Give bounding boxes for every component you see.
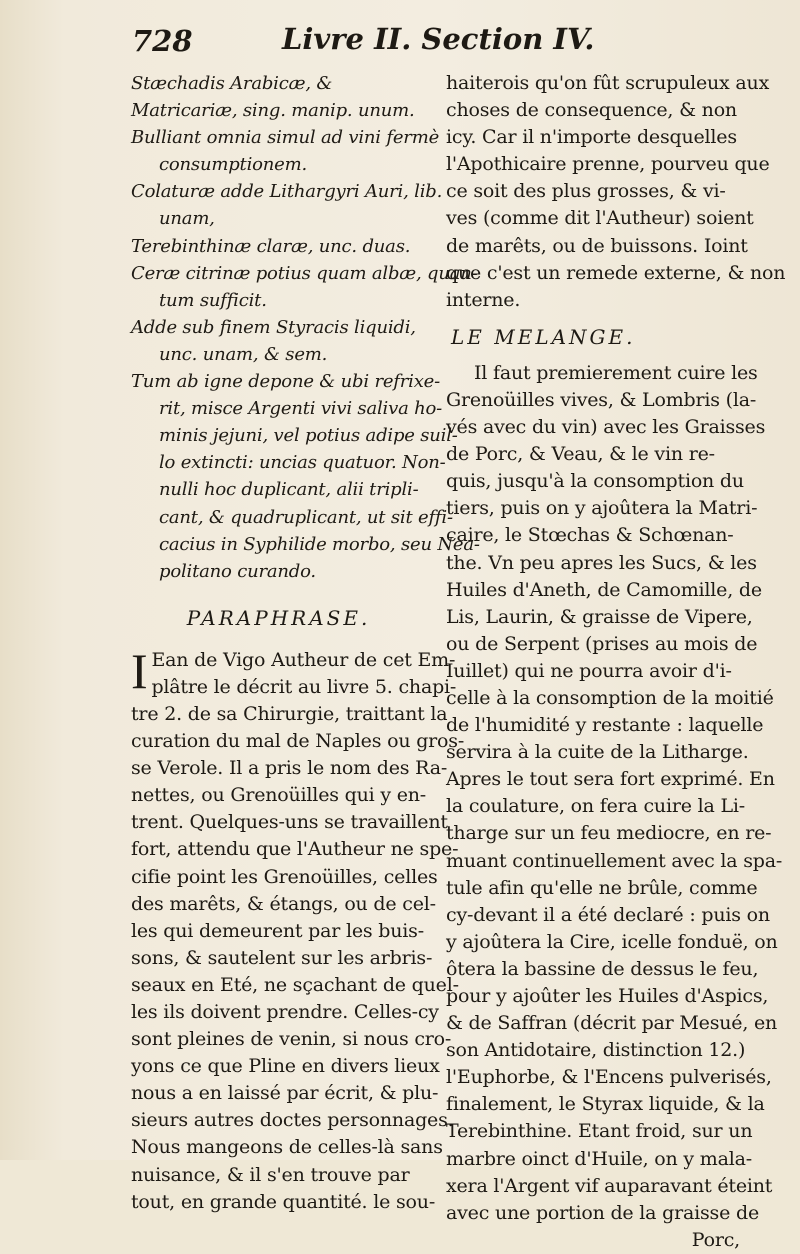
paraphrase-line: yons ce que Pline en divers lieux <box>131 1055 440 1078</box>
melange-line: l'Euphorbe, & l'Encens pulverisés, <box>446 1066 772 1089</box>
paraphrase-line: tout, en grande quantité. le sou- <box>131 1190 436 1213</box>
text-line: de marêts, ou de buissons. Ioint <box>446 234 748 257</box>
melange-line: Il faut premierement cuire les <box>474 361 758 384</box>
text-line: haiterois qu'on fût scrupuleux aux <box>446 72 770 94</box>
right-column <box>446 70 786 1254</box>
paraphrase-line: nuisance, & il s'en trouve par <box>131 1163 410 1186</box>
paraphrase-line: Nous mangeons de celles-là sans <box>131 1136 443 1159</box>
melange-line: ôtera la bassine de dessus le feu, <box>446 957 759 980</box>
melange-line: Huiles d'Aneth, de Camomille, de <box>446 578 762 601</box>
paraphrase-text <box>131 642 465 1216</box>
melange-line: tiers, puis on y ajoûtera la Matri- <box>446 497 758 520</box>
latin-line: tum sufficit. <box>159 289 267 311</box>
paraphrase-line: tre 2. de sa Chirurgie, traittant la <box>131 702 448 725</box>
paraphrase-line: cifie point les Grenoüilles, celles <box>131 865 438 888</box>
melange-line: finalement, le Styrax liquide, & la <box>446 1093 765 1116</box>
text-line: interne. <box>446 288 521 311</box>
paraphrase-line: nous a en laissé par écrit, & plu- <box>131 1082 439 1105</box>
latin-line: Tum ab igne depone & ubi refrixe- <box>131 371 441 393</box>
text-line: choses de consequence, & non <box>446 99 737 122</box>
page-number: 728 <box>132 24 193 58</box>
melange-line: la coulature, on fera cuire la Li- <box>446 795 745 818</box>
melange-line: tharge sur un feu mediocre, en re- <box>446 822 772 845</box>
paraphrase-line: sons, & sautelent sur les arbris- <box>131 946 433 969</box>
continued-paragraph <box>446 70 786 314</box>
drop-cap: I <box>131 642 148 699</box>
melange-text <box>446 360 783 1227</box>
melange-line: quis, jusqu'à la consomption du <box>446 470 744 493</box>
melange-line: tule afin qu'elle ne brûle, comme <box>446 876 758 899</box>
latin-line: nulli hoc duplicant, alii tripli- <box>159 479 419 501</box>
paraphrase-line: sont pleines de venin, si nous cro- <box>131 1028 452 1051</box>
paraphrase-line: sieurs autres doctes personnages. <box>131 1109 454 1132</box>
latin-line: consumptionem. <box>159 154 307 176</box>
latin-line: rit, misce Argenti vivi saliva ho- <box>159 398 443 420</box>
paraphrase-line: les qui demeurent par les buis- <box>131 919 424 942</box>
text-line: icy. Car il n'importe desquelles <box>446 126 737 149</box>
melange-line: avec une portion de la graisse de <box>446 1201 759 1224</box>
latin-line: unc. unam, & sem. <box>159 343 328 365</box>
melange-line: the. Vn peu apres les Sucs, & les <box>446 551 757 574</box>
melange-line: pour y ajoûter les Huiles d'Aspics, <box>446 985 769 1007</box>
catchword: Porc, <box>691 1228 740 1251</box>
melange-line: muant continuellement avec la spa- <box>446 849 783 872</box>
melange-heading: LE MELANGE. <box>451 324 636 349</box>
paraphrase-line: nettes, ou Grenoüilles qui y en- <box>131 784 427 807</box>
latin-line: unam, <box>159 208 215 230</box>
latin-line: lo extincti: uncias quatuor. Non- <box>159 452 446 474</box>
latin-line: Colaturæ adde Lithargyri Auri, lib. <box>131 181 443 203</box>
melange-line: son Antidotaire, distinction 12.) <box>446 1039 746 1062</box>
paraphrase-line: plâtre le décrit au livre 5. chapi- <box>151 675 457 698</box>
paraphrase-line: trent. Quelques-uns se travaillent <box>131 811 448 834</box>
melange-line: Terebinthine. Etant froid, sur un <box>446 1120 753 1143</box>
latin-line: cacius in Syphilide morbo, seu Nea- <box>159 533 480 555</box>
melange-line: de Porc, & Veau, & le vin re- <box>446 443 715 466</box>
page-header <box>132 22 692 66</box>
melange-line: caire, le Stœchas & Schœnan- <box>446 524 734 547</box>
paraphrase-line: les ils doivent prendre. Celles-cy <box>131 1001 439 1023</box>
text-line: ce soit des plus grosses, & vi- <box>446 180 726 203</box>
latin-line: politano curando. <box>159 560 316 582</box>
paraphrase-line: fort, attendu que l'Autheur ne spe- <box>131 838 459 861</box>
text-line: que c'est un remede externe, & non <box>446 261 786 284</box>
latin-line: Matricariæ, sing. manip. unum. <box>131 100 415 122</box>
paraphrase-line: seaux en Eté, ne sçachant de quel- <box>131 973 459 996</box>
running-title: Livre II. Section IV. <box>282 22 595 56</box>
melange-line: de l'humidité y restante : laquelle <box>446 714 764 737</box>
paraphrase-line: Ean de Vigo Autheur de cet Em- <box>151 648 456 671</box>
paraphrase-line: se Verole. Il a pris le nom des Ra- <box>131 757 448 780</box>
melange-line: Apres le tout sera fort exprimé. En <box>446 768 775 791</box>
text-line: l'Apothicaire prenne, pourveu que <box>446 153 770 176</box>
paraphrase-line: des marêts, & étangs, ou de cel- <box>131 892 436 915</box>
paraphrase-line: curation du mal de Naples ou gros- <box>131 730 465 753</box>
latin-line: Bulliant omnia simul ad vini fermè <box>131 127 440 149</box>
melange-line: cy-devant il a été declaré : puis on <box>446 903 770 926</box>
latin-line: Ceræ citrinæ potius quam albæ, quan- <box>131 262 478 284</box>
latin-line: Terebinthinæ claræ, unc. duas. <box>131 235 411 257</box>
melange-line: vés avec du vin) avec les Graisses <box>446 416 766 439</box>
melange-line: Grenoüilles vives, & Lombris (la- <box>446 388 757 411</box>
melange-line: ou de Serpent (prises au mois de <box>446 632 758 655</box>
latin-line: minis jejuni, vel potius adipe suil- <box>159 425 458 447</box>
latin-recipe <box>131 70 480 585</box>
melange-line: celle à la consomption de la moitié <box>446 686 774 709</box>
text-line: ves (comme dit l'Autheur) soient <box>446 207 754 230</box>
melange-line: servira à la cuite de la Litharge. <box>446 741 749 764</box>
melange-line: xera l'Argent vif auparavant éteint <box>446 1174 773 1197</box>
paraphrase-heading: PARAPHRASE. <box>186 605 371 630</box>
latin-line: Adde sub finem Styracis liquidi, <box>131 316 416 338</box>
latin-line: Stæchadis Arabicæ, & <box>131 73 333 94</box>
melange-line: Iuillet) qui ne pourra avoir d'i- <box>446 659 732 682</box>
melange-line: & de Saffran (décrit par Mesué, en <box>446 1012 778 1035</box>
melange-line: y ajoûtera la Cire, icelle fonduë, on <box>446 930 778 953</box>
left-column <box>131 70 480 1216</box>
latin-line: cant, & quadruplicant, ut sit effi- <box>159 506 453 528</box>
melange-line: Lis, Laurin, & graisse de Vipere, <box>446 605 753 628</box>
melange-line: marbre oinct d'Huile, on y mala- <box>446 1147 752 1170</box>
